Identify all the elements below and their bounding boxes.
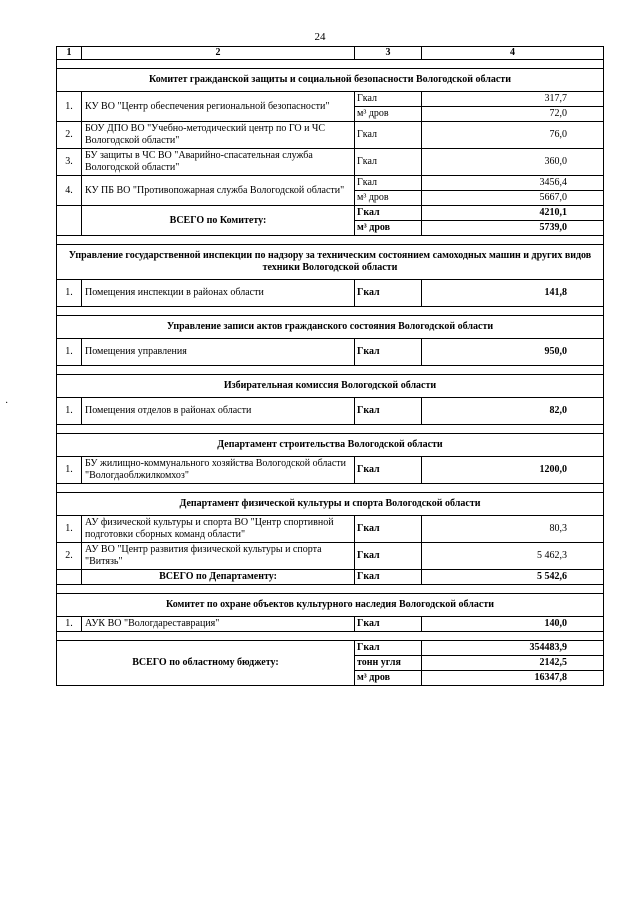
heat-consumption-table <box>56 46 604 686</box>
row-number: 3. <box>57 149 82 176</box>
value: 5667,0 <box>422 191 604 206</box>
total-value: 4210,1 <box>422 206 604 221</box>
value: 72,0 <box>422 107 604 122</box>
unit: м³ дров <box>355 671 422 686</box>
total-value: 5 542,6 <box>422 570 604 585</box>
column-header: 1 <box>57 47 82 60</box>
grand-total-value: 16347,8 <box>422 671 604 686</box>
unit: Гкал <box>355 457 422 484</box>
value: 141,8 <box>422 280 604 307</box>
value: 80,3 <box>422 516 604 543</box>
table-row <box>57 92 604 107</box>
total-label: ВСЕГО по Комитету: <box>82 206 355 236</box>
total-row <box>57 206 604 221</box>
column-header: 4 <box>422 47 604 60</box>
row-number: 1. <box>57 457 82 484</box>
table-row <box>57 457 604 484</box>
unit: тонн угля <box>355 656 422 671</box>
grand-total-value: 354483,9 <box>422 641 604 656</box>
row-number: 1. <box>57 92 82 122</box>
column-header: 2 <box>82 47 355 60</box>
row-number: 1. <box>57 617 82 632</box>
column-header: 3 <box>355 47 422 60</box>
value: 76,0 <box>422 122 604 149</box>
section-title: Управление государственной инспекции по надзору за техническим состоянием самоходных машин и других видов техники Вологодской области <box>57 245 604 280</box>
institution-name: Помещения управления <box>82 339 355 366</box>
table-row <box>57 176 604 191</box>
section-title: Комитет по охране объектов культурного наследия Вологодской области <box>57 594 604 617</box>
unit: м³ дров <box>355 191 422 206</box>
page-number: 24 <box>314 31 326 43</box>
row-number: 2. <box>57 122 82 149</box>
table-row <box>57 543 604 570</box>
row-number: 1. <box>57 398 82 425</box>
unit: Гкал <box>355 617 422 632</box>
table-row <box>57 516 604 543</box>
grand-total-value: 2142,5 <box>422 656 604 671</box>
row-number: 1. <box>57 339 82 366</box>
section-title: Департамент физической культуры и спорта Вологодской области <box>57 493 604 516</box>
institution-name: БОУ ДПО ВО "Учебно-методический центр по ГО и ЧС Вологодской области" <box>82 122 355 149</box>
institution-name: Помещения отделов в районах области <box>82 398 355 425</box>
unit: Гкал <box>355 280 422 307</box>
value: 950,0 <box>422 339 604 366</box>
unit: Гкал <box>355 516 422 543</box>
grand-total-label: ВСЕГО по областному бюджету: <box>57 641 355 686</box>
unit: Гкал <box>355 570 422 585</box>
row-number: 4. <box>57 176 82 206</box>
table-row <box>57 149 604 176</box>
institution-name: АУ физической культуры и спорта ВО "Центр спортивной подготовки сборных команд области" <box>82 516 355 543</box>
margin-mark: · <box>5 398 9 409</box>
section-title: Управление записи актов гражданского состояния Вологодской области <box>57 316 604 339</box>
unit: м³ дров <box>355 221 422 236</box>
unit: Гкал <box>355 641 422 656</box>
unit: Гкал <box>355 206 422 221</box>
value: 5 462,3 <box>422 543 604 570</box>
table-row <box>57 280 604 307</box>
row-number: 2. <box>57 543 82 570</box>
table-row <box>57 339 604 366</box>
row-number: 1. <box>57 516 82 543</box>
unit: Гкал <box>355 543 422 570</box>
institution-name: КУ ПБ ВО "Противопожарная служба Вологодской области" <box>82 176 355 206</box>
unit: Гкал <box>355 122 422 149</box>
unit: Гкал <box>355 339 422 366</box>
grand-total-row <box>57 641 604 656</box>
section-title: Комитет гражданской защиты и социальной безопасности Вологодской области <box>57 69 604 92</box>
section-title: Избирательная комиссия Вологодской области <box>57 375 604 398</box>
value: 140,0 <box>422 617 604 632</box>
value: 360,0 <box>422 149 604 176</box>
table-row <box>57 617 604 632</box>
value: 317,7 <box>422 92 604 107</box>
unit: Гкал <box>355 398 422 425</box>
institution-name: БУ жилищно-коммунального хозяйства Вологодской области "Вологдаоблжилкомхоз" <box>82 457 355 484</box>
institution-name: Помещения инспекции в районах области <box>82 280 355 307</box>
table-row <box>57 398 604 425</box>
institution-name: БУ защиты в ЧС ВО "Аварийно-спасательная служба Вологодской области" <box>82 149 355 176</box>
unit: Гкал <box>355 176 422 191</box>
total-value: 5739,0 <box>422 221 604 236</box>
unit: Гкал <box>355 92 422 107</box>
row-number: 1. <box>57 280 82 307</box>
institution-name: АУК ВО "Вологдареставрация" <box>82 617 355 632</box>
value: 82,0 <box>422 398 604 425</box>
institution-name: АУ ВО "Центр развития физической культуры и спорта "Витязь" <box>82 543 355 570</box>
total-label: ВСЕГО по Департаменту: <box>82 570 355 585</box>
table-row <box>57 122 604 149</box>
institution-name: КУ ВО "Центр обеспечения региональной безопасности" <box>82 92 355 122</box>
section-title: Департамент строительства Вологодской области <box>57 434 604 457</box>
value: 3456,4 <box>422 176 604 191</box>
unit: м³ дров <box>355 107 422 122</box>
column-header-row <box>57 47 604 60</box>
unit: Гкал <box>355 149 422 176</box>
total-row <box>57 570 604 585</box>
value: 1200,0 <box>422 457 604 484</box>
